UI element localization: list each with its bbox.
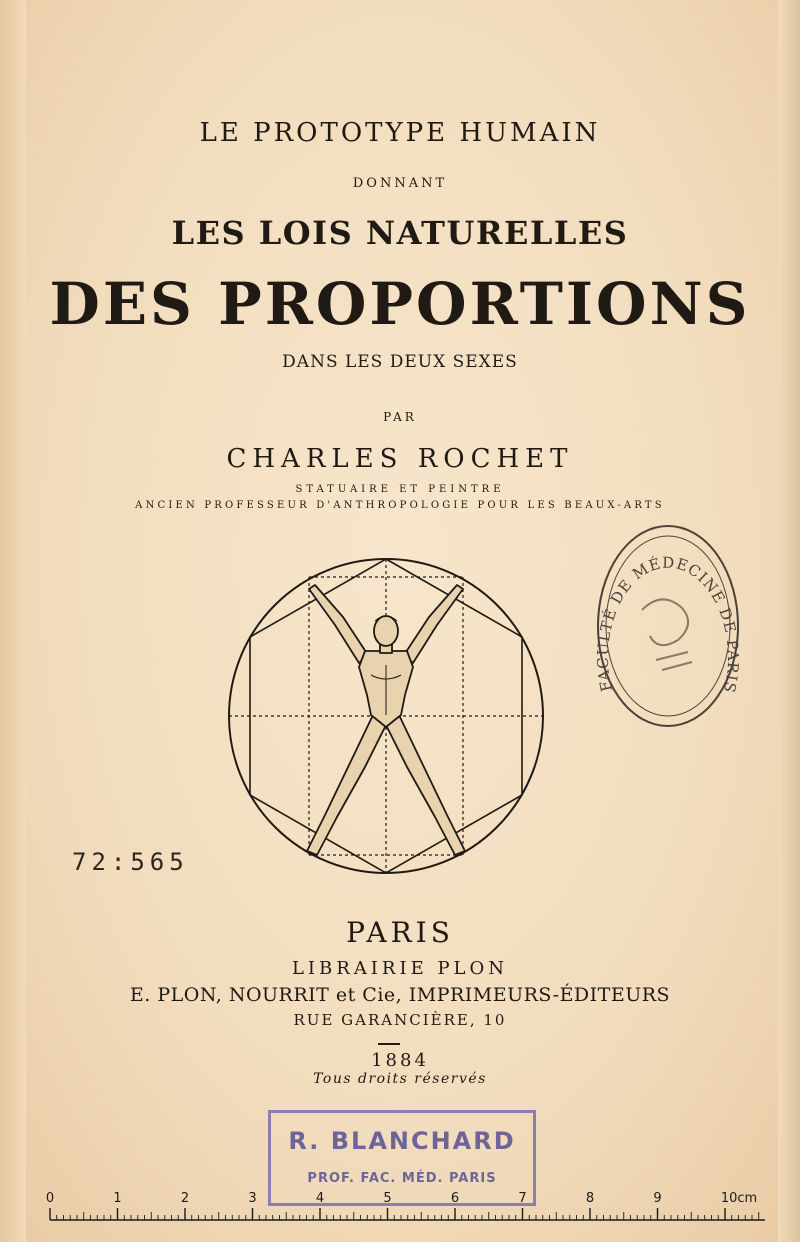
scale-ruler xyxy=(0,1190,800,1230)
vitruvian-man-icon xyxy=(225,555,547,877)
imprint-printers: E. PLON, NOURRIT et Cie, IMPRIMEURS-ÉDITEURS xyxy=(129,984,671,1006)
author-name: CHARLES ROCHET xyxy=(226,444,574,474)
imprint-publisher: LIBRAIRIE PLON xyxy=(291,958,509,979)
title-line-1: LE PROTOTYPE HUMAIN xyxy=(199,118,601,148)
ruler-label: 1 xyxy=(113,1191,122,1206)
title-line-2: DONNANT xyxy=(352,176,448,191)
title-line-4: DES PROPORTIONS xyxy=(49,270,751,338)
by-label: PAR xyxy=(383,410,417,424)
ruler-label: 4 xyxy=(315,1191,325,1206)
rights-note: Tous droits réservés xyxy=(313,1071,487,1087)
title-line-5: DANS LES DEUX SEXES xyxy=(282,352,518,372)
imprint-city: PARIS xyxy=(346,916,454,949)
ruler-label: 3 xyxy=(248,1191,257,1206)
title-line-3: LES LOIS NATURELLES xyxy=(171,214,629,252)
ruler-label: 6 xyxy=(450,1191,460,1206)
svg-text:FACULTÉ DE MÉDECINE DE PARIS xyxy=(594,554,742,695)
ruler-label: 9 xyxy=(653,1191,662,1206)
ruler-label: 8 xyxy=(585,1191,595,1206)
ruler-label: 5 xyxy=(383,1191,392,1206)
author-title-2: ANCIEN PROFESSEUR D'ANTHROPOLOGIE POUR LES BEAUX-ARTS xyxy=(135,500,665,511)
shelfmark-number: 72:565 xyxy=(72,848,189,876)
imprint-year: 1884 xyxy=(371,1050,429,1071)
ruler-label: 7 xyxy=(518,1191,527,1206)
stamp-name: R. BLANCHARD xyxy=(288,1127,516,1155)
stamp-title: PROF. FAC. MÉD. PARIS xyxy=(307,1171,497,1186)
library-seal-icon xyxy=(592,520,744,732)
ruler-label: 10cm xyxy=(720,1191,758,1206)
author-title-1: STATUAIRE ET PEINTRE xyxy=(295,484,505,495)
imprint-address: RUE GARANCIÈRE, 10 xyxy=(293,1011,507,1029)
ruler-label: 0 xyxy=(45,1191,55,1206)
ruler-label: 2 xyxy=(180,1191,190,1206)
seal-text: FACULTÉ DE MÉDECINE DE PARIS xyxy=(593,553,743,696)
divider-rule xyxy=(378,1043,400,1045)
